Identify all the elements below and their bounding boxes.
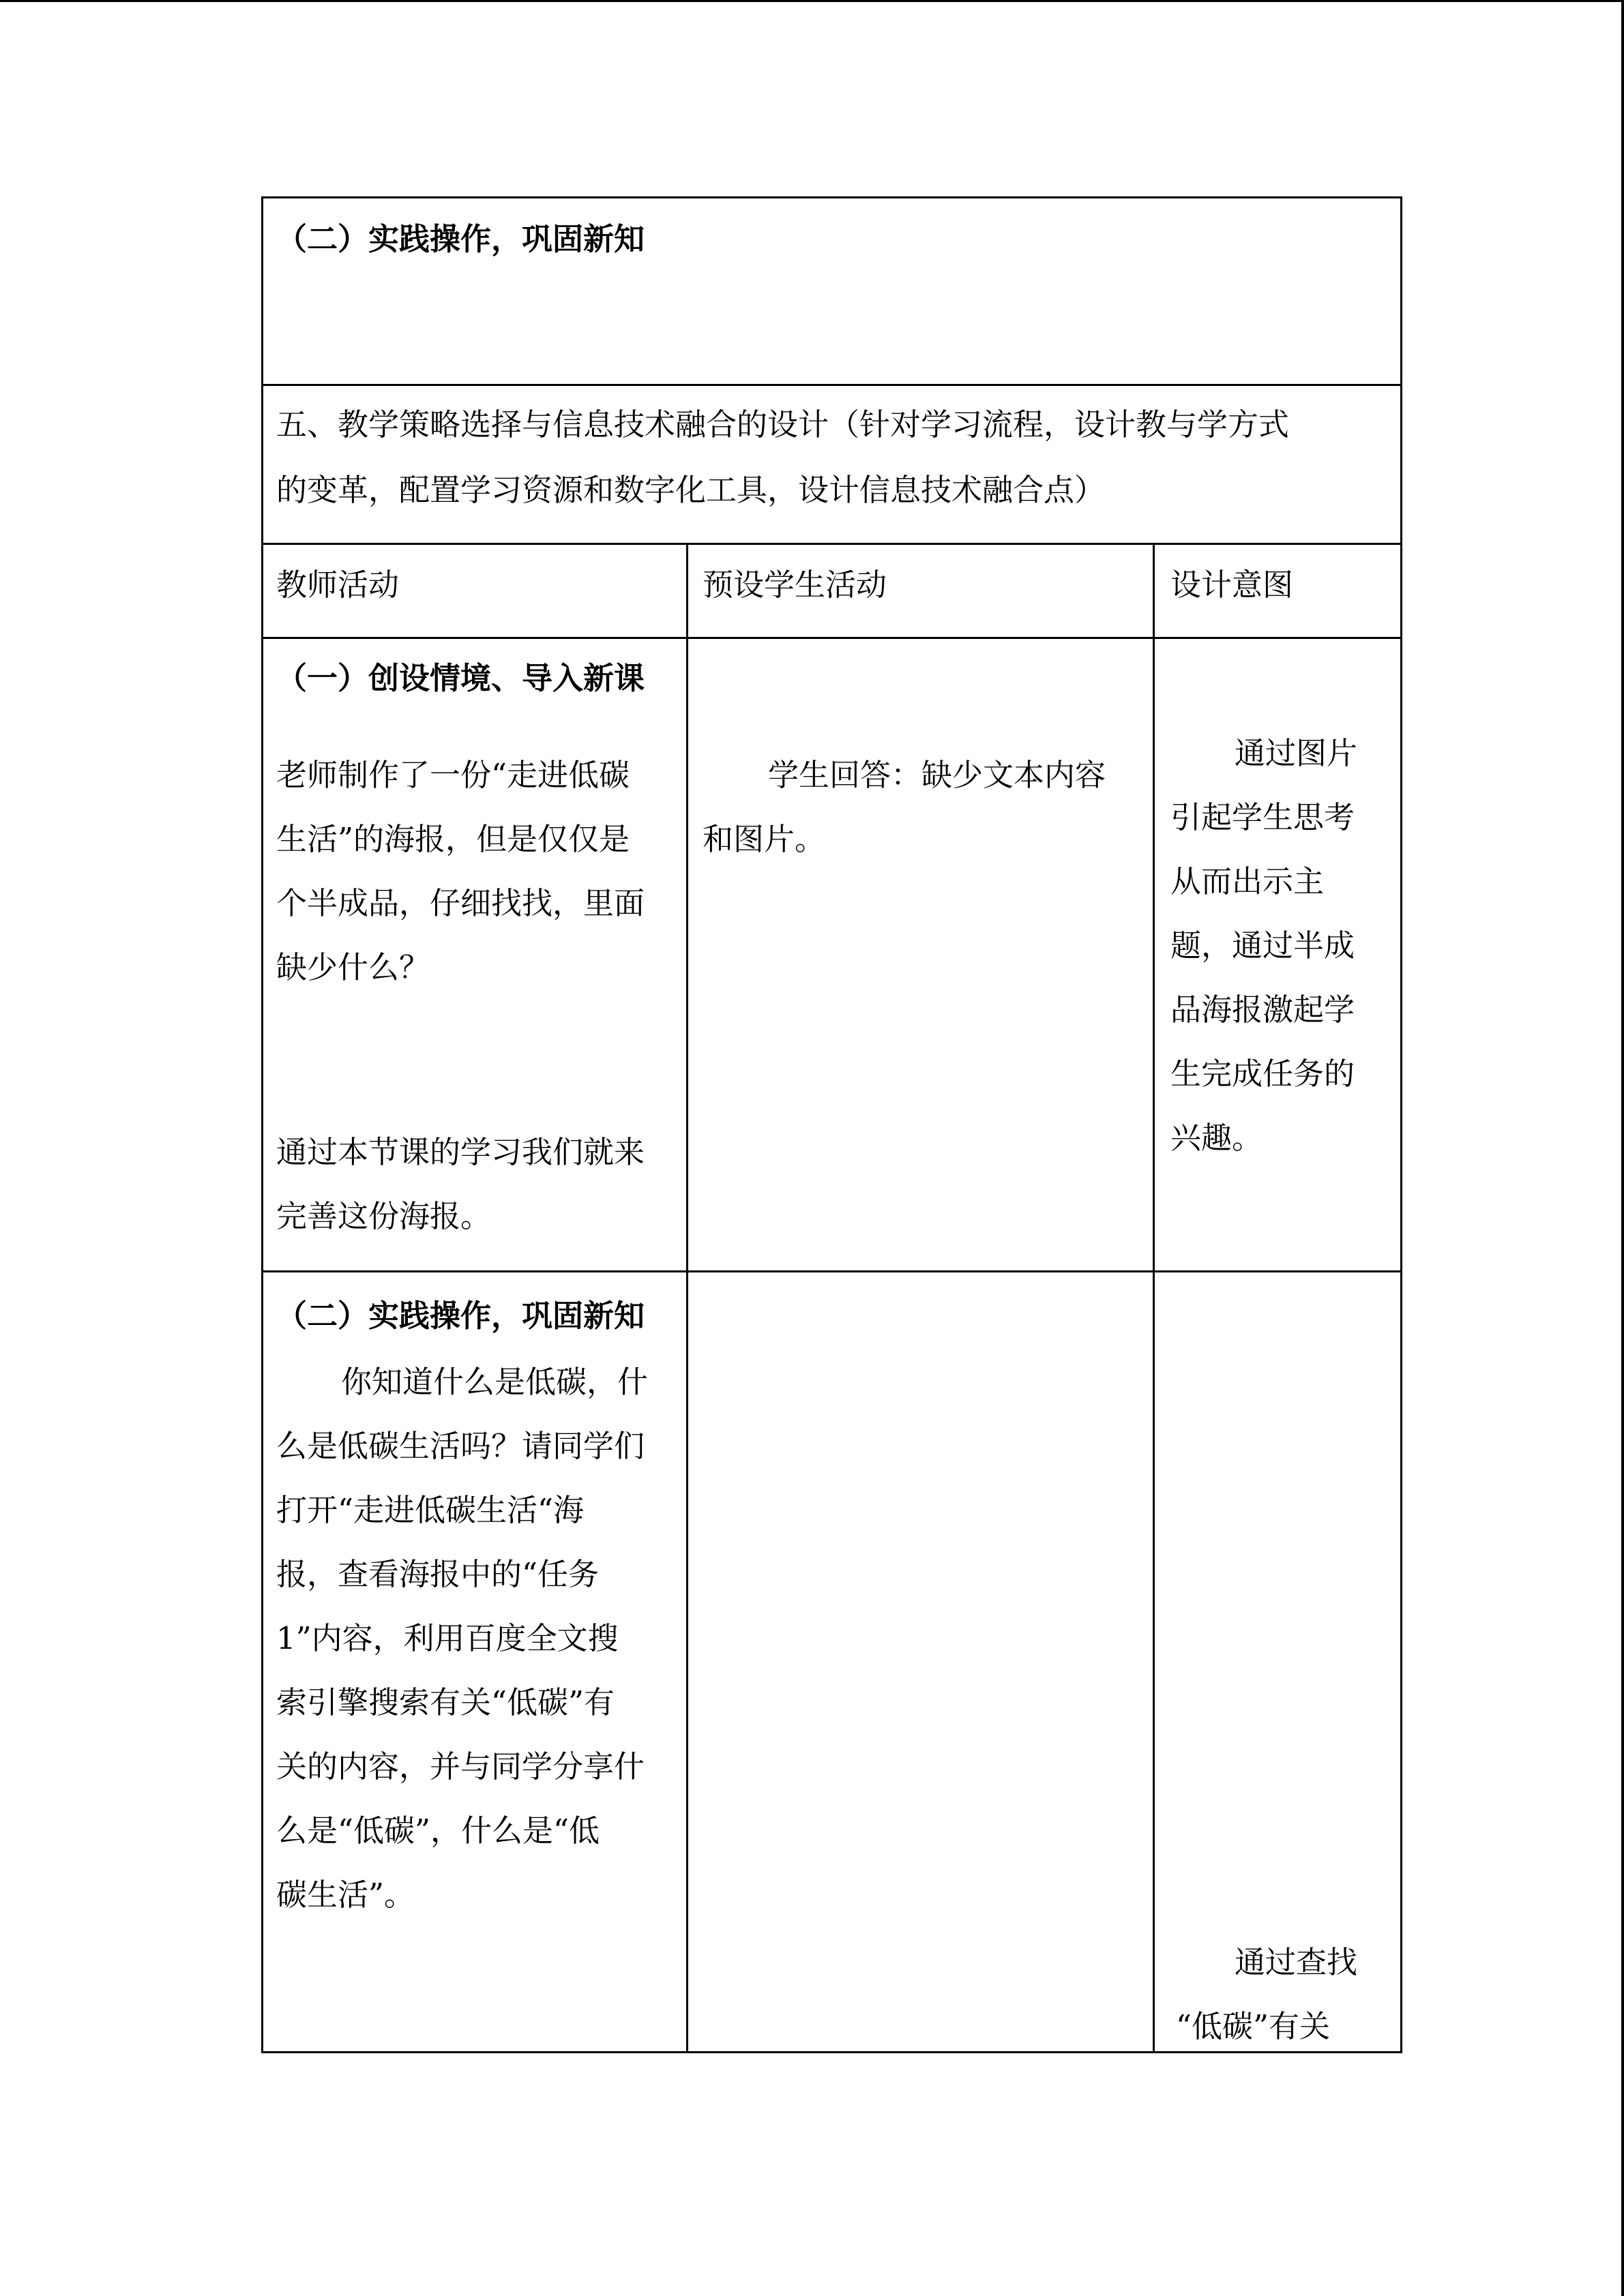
section-heading-practice: （二）实践操作，巩固新知 — [276, 221, 645, 257]
student-text-line: 和图片。 — [703, 821, 826, 857]
teacher-text-line: 完善这份海报。 — [276, 1198, 492, 1234]
teacher-heading: （二）实践操作，巩固新知 — [276, 1298, 645, 1334]
teacher-text-line: 碳生活”。 — [276, 1877, 415, 1913]
table-rule — [261, 384, 1402, 386]
student-text-line: 学生回答：缺少文本内容 — [768, 757, 1106, 793]
teacher-text-line: 么是低碳生活吗？请同学们 — [276, 1428, 645, 1464]
teacher-text-line: 关的内容，并与同学分享什 — [276, 1748, 645, 1785]
intent-text-line: 题，通过半成 — [1170, 927, 1355, 964]
teacher-text-line: 个半成品，仔细找找，里面 — [276, 885, 645, 921]
column-header-intent: 设计意图 — [1170, 567, 1294, 603]
teacher-heading: （一）创设情境、导入新课 — [276, 660, 645, 696]
column-divider — [686, 543, 688, 2053]
teacher-text-line: 缺少什么？ — [276, 949, 430, 985]
teacher-text-line: 你知道什么是低碳，什 — [341, 1364, 649, 1400]
table-border-right — [1400, 196, 1402, 2053]
intent-text-line: 从而出示主 — [1170, 863, 1325, 899]
column-divider — [1153, 543, 1155, 2053]
intent-text-line: 兴趣。 — [1170, 1120, 1263, 1156]
intent-text-line: 引起学生思考 — [1170, 799, 1355, 835]
intent-text-line: 通过查找 — [1235, 1944, 1358, 1980]
teacher-text-line: 通过本节课的学习我们就来 — [276, 1134, 645, 1170]
column-header-teacher: 教师活动 — [276, 567, 400, 603]
teacher-text-line: 报，查看海报中的“任务 — [276, 1556, 600, 1592]
teacher-text-line: 么是“低碳”，什么是“低 — [276, 1813, 600, 1849]
intent-text-line: 品海报激起学 — [1170, 992, 1355, 1028]
table-border-top — [261, 196, 1402, 198]
section-five-title-line: 五、教学策略选择与信息技术融合的设计（针对学习流程，设计教与学方式 — [276, 406, 1290, 443]
intent-text-line: 生完成任务的 — [1170, 1056, 1355, 1092]
column-header-student: 预设学生活动 — [703, 567, 887, 603]
table-rule — [261, 543, 1402, 545]
teacher-text-line: 索引擎搜索有关“低碳”有 — [276, 1684, 615, 1720]
teacher-text-line: 老师制作了一份“走进低碳 — [276, 757, 630, 793]
table-rule — [261, 637, 1402, 639]
teacher-text-line: 生活”的海报，但是仅仅是 — [276, 821, 630, 857]
teacher-text-line: 打开“走进低碳生活“海 — [276, 1492, 585, 1528]
intent-text-line: “低碳”有关 — [1176, 2008, 1331, 2044]
teacher-text-line: 1”内容，利用百度全文搜 — [276, 1620, 619, 1656]
section-five-title-line: 的变革，配置学习资源和数字化工具，设计信息技术融合点） — [276, 472, 1106, 508]
intent-text-line: 通过图片 — [1235, 735, 1358, 771]
table-border-left — [261, 196, 263, 2053]
table-rule — [261, 1270, 1402, 1272]
